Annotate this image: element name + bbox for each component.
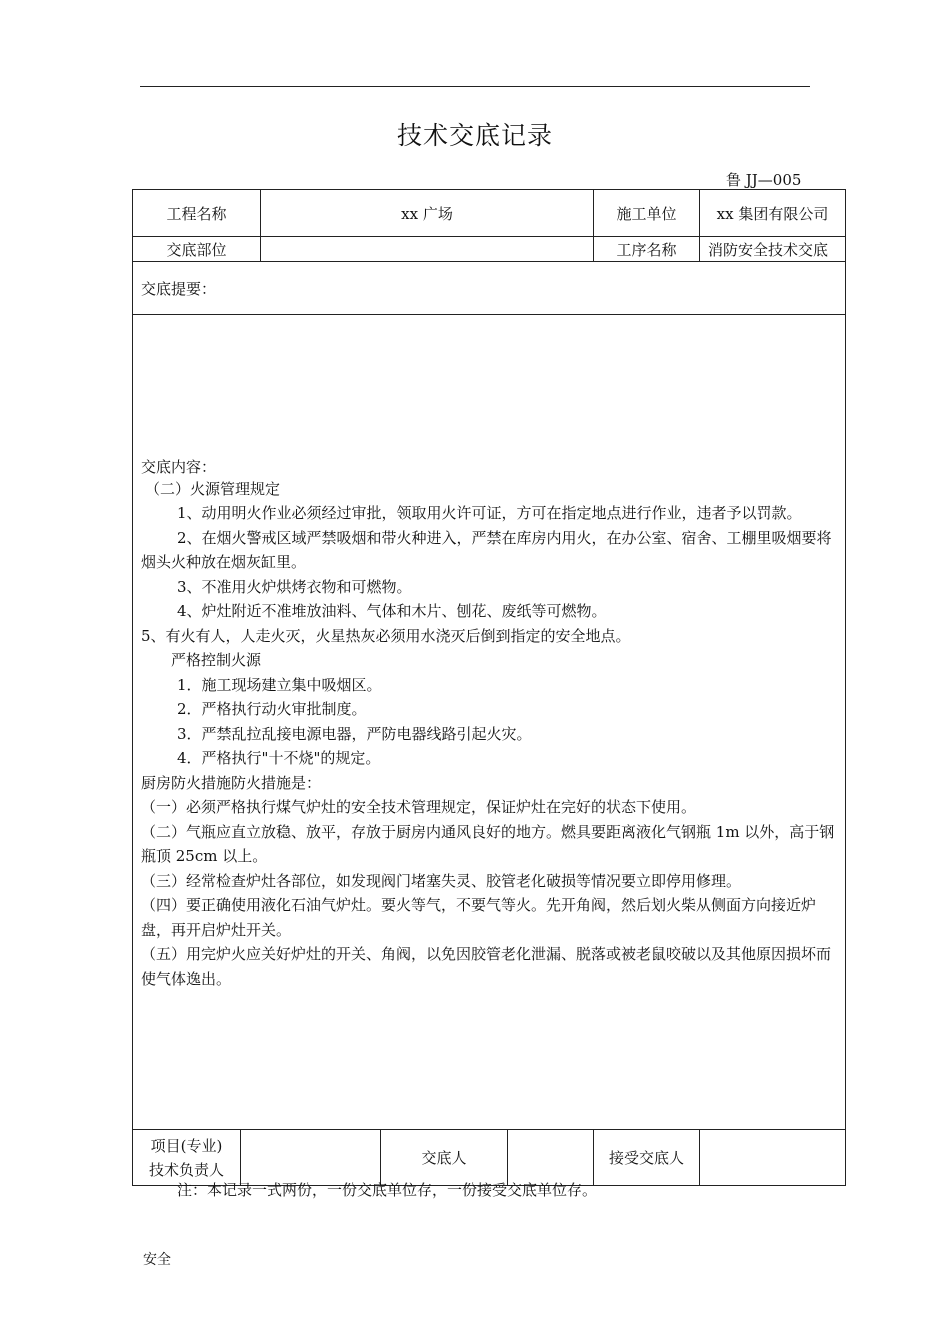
construction-unit-label: 施工单位 bbox=[594, 190, 700, 237]
disclosure-form-table bbox=[132, 189, 846, 1186]
content-line: 1．施工现场建立集中吸烟区。 bbox=[177, 675, 382, 694]
receiver-value bbox=[700, 1130, 846, 1186]
content-cell bbox=[133, 315, 846, 1130]
content-line: 4、炉灶附近不准堆放油料、气体和木片、刨花、废纸等可燃物。 bbox=[177, 602, 607, 621]
header-rule bbox=[140, 86, 810, 87]
summary-label: 交底提要： bbox=[141, 279, 217, 298]
receiver-label: 接受交底人 bbox=[594, 1130, 700, 1186]
content-line: （三）经常检查炉灶各部位，如发现阀门堵塞失灵、胶管老化破损等情况要立即停用修理。 bbox=[141, 871, 742, 890]
disclosure-part-value bbox=[261, 237, 594, 262]
content-line: 3．严禁乱拉乱接电源电器，严防电器线路引起火灾。 bbox=[177, 724, 532, 743]
content-line: （二）火源管理规定 bbox=[145, 479, 281, 498]
content-label: 交底内容： bbox=[141, 457, 217, 476]
project-name-value: xx 广场 bbox=[261, 190, 594, 237]
project-leader-label: 项目(专业) 技术负责人 bbox=[133, 1130, 241, 1186]
content-line: （五）用完炉火应关好炉灶的开关、角阀，以免因胶管老化泄漏、脱落或被老鼠咬破以及其他原因损坏而使气体逸出。 bbox=[141, 945, 832, 988]
content-line: 厨房防火措施防火措施是： bbox=[141, 773, 322, 792]
disclosure-part-label: 交底部位 bbox=[133, 237, 261, 262]
content-line: 4．严格执行"十不烧"的规定。 bbox=[177, 749, 381, 768]
content-line: 3、不准用火炉烘烤衣物和可燃物。 bbox=[177, 577, 412, 596]
content-line: 严格控制火源 bbox=[171, 651, 262, 670]
construction-unit-value: xx 集团有限公司 bbox=[700, 190, 846, 237]
content-line: （二）气瓶应直立放稳、放平，存放于厨房内通风良好的地方。燃具要距离液化气钢瓶 1m 以外，高于钢瓶顶 25cm 以上。 bbox=[141, 822, 835, 866]
discloser-value bbox=[508, 1130, 594, 1186]
procedure-name-label: 工序名称 bbox=[594, 237, 700, 262]
content-line: 2．严格执行动火审批制度。 bbox=[177, 700, 367, 719]
document-title: 技术交底记录 bbox=[396, 121, 553, 150]
project-leader-value bbox=[241, 1130, 381, 1186]
content-line: 2、在烟火警戒区域严禁吸烟和带火种进入，严禁在库房内用火，在办公室、宿舍、工棚里吸烟要将烟头火种放在烟灰缸里。 bbox=[141, 528, 832, 572]
content-line: （四）要正确使用液化石油气炉灶。要火等气，不要气等火。先开角阀，然后划火柴从侧面方向接近炉盘，再开启炉灶开关。 bbox=[141, 896, 817, 939]
page-footer: 安全 bbox=[143, 1252, 171, 1268]
content-line: （一）必须严格执行煤气炉灶的安全技术管理规定，保证炉灶在完好的状态下使用。 bbox=[141, 798, 697, 817]
summary-cell bbox=[133, 262, 846, 315]
record-note: 注：本记录一式两份，一份交底单位存，一份接受交底单位存。 bbox=[177, 1181, 598, 1199]
document-code: 鲁 JJ—005 bbox=[726, 171, 802, 189]
procedure-name-value: 消防安全技术交底 bbox=[700, 237, 846, 262]
project-name-label: 工程名称 bbox=[133, 190, 261, 237]
content-line: 5、有火有人，人走火灭，火星热灰必须用水浇灭后倒到指定的安全地点。 bbox=[141, 626, 631, 645]
content-line: 1、动用明火作业必须经过审批，领取用火许可证，方可在指定地点进行作业，违者予以罚款。 bbox=[177, 504, 802, 523]
discloser-label: 交底人 bbox=[381, 1130, 508, 1186]
